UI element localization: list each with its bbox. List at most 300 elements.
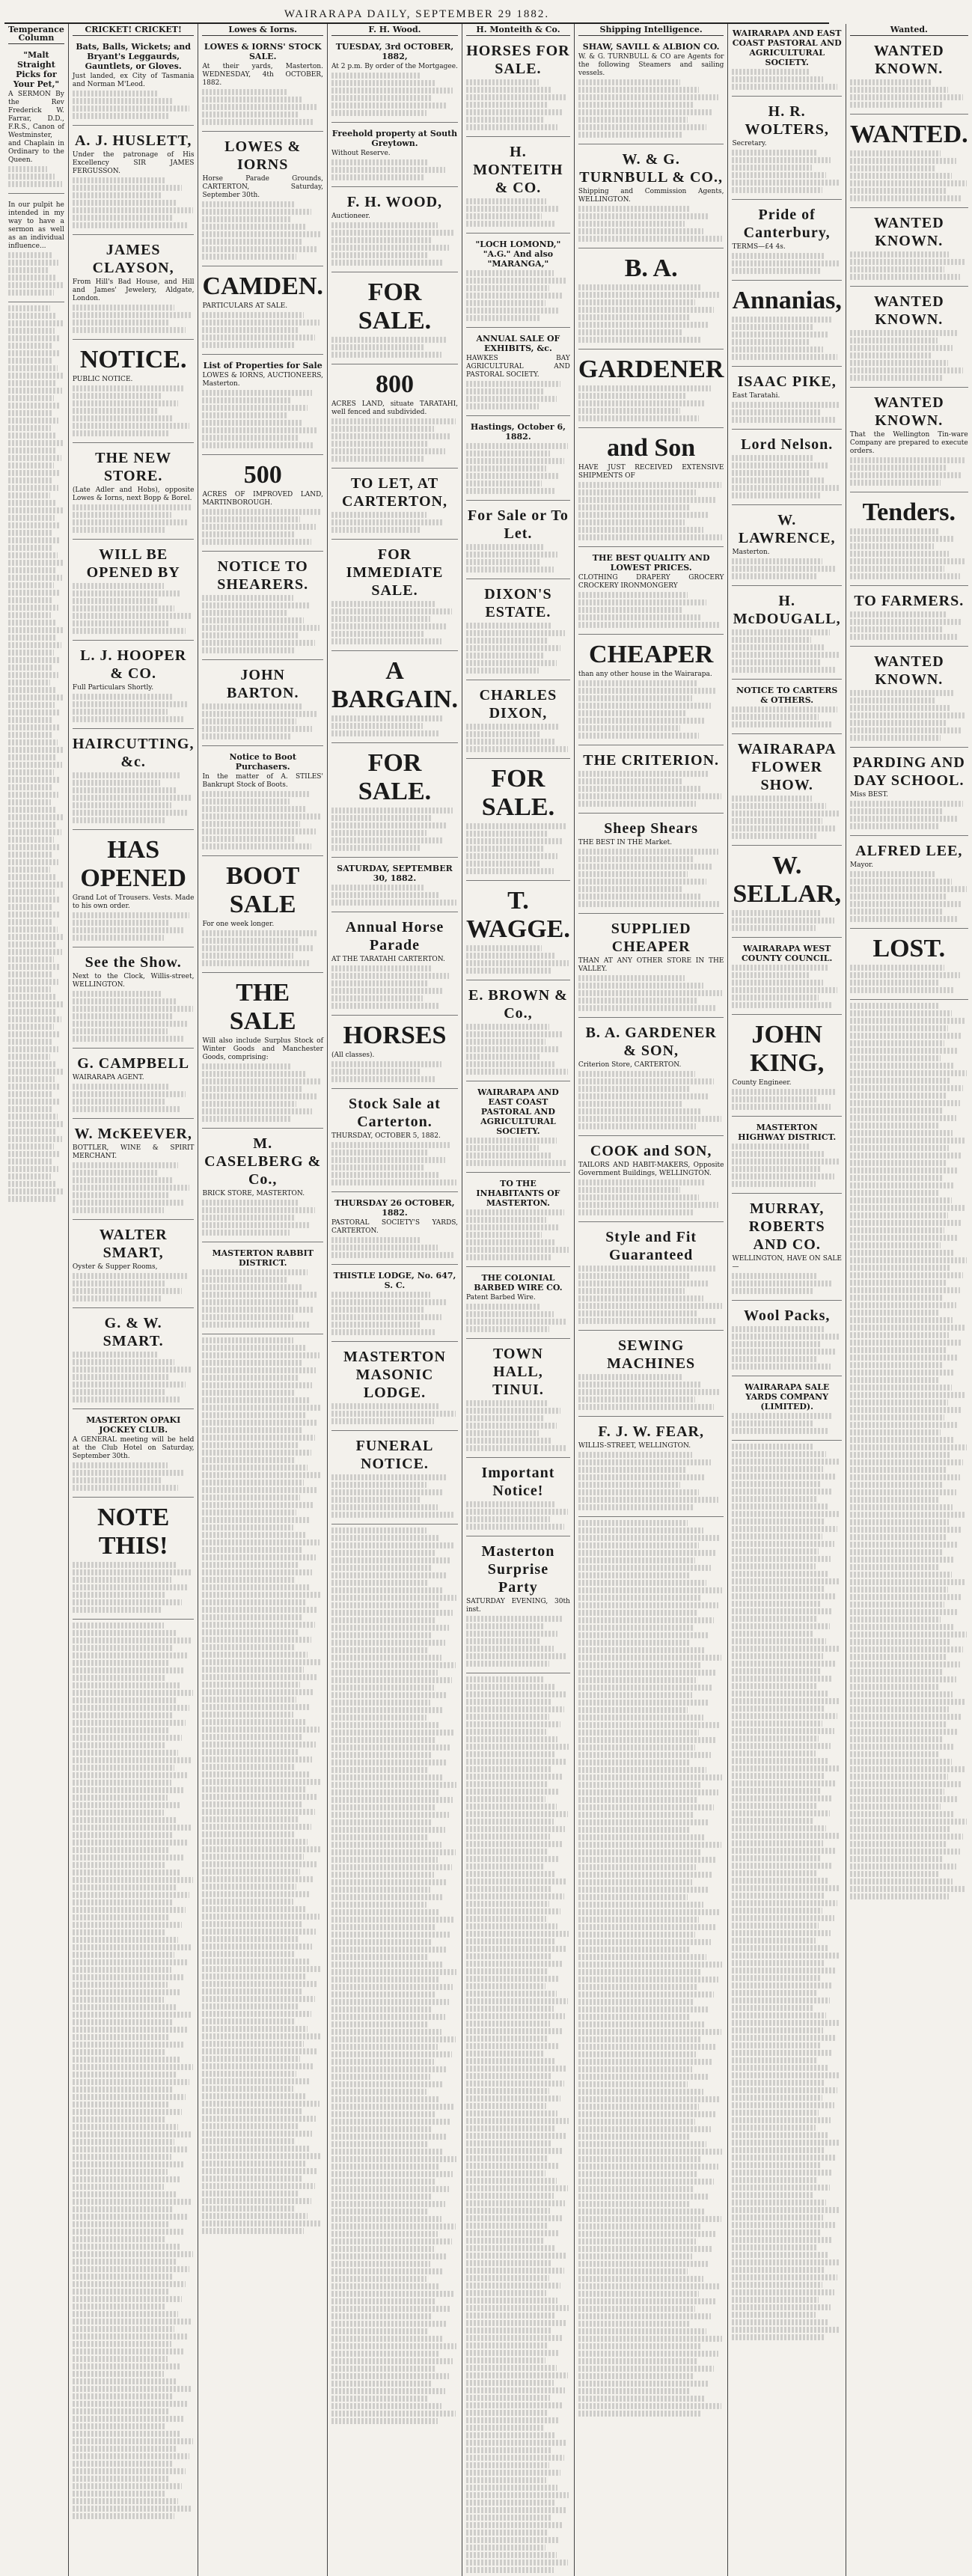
small-print xyxy=(202,1200,323,1236)
ad-title: TUESDAY, 3rd OCTOBER, 1882, xyxy=(335,42,454,61)
ad-title: WAIRARAPA AND EAST COAST PASTORAL AND AGRICULTURAL SOCIETY. xyxy=(732,28,842,67)
ad-body: Without Reserve. xyxy=(331,150,391,157)
ad-title: G. CAMPBELL xyxy=(77,1055,190,1072)
small-print xyxy=(202,201,323,260)
small-print xyxy=(202,1063,323,1122)
advertisement xyxy=(732,589,841,680)
small-print xyxy=(578,1179,724,1215)
small-print xyxy=(8,166,64,187)
advertisement xyxy=(732,683,841,734)
advertisement xyxy=(850,751,968,836)
advertisement xyxy=(732,941,841,1015)
advertisement xyxy=(202,135,323,266)
ad-body: Oyster & Supper Rooms, xyxy=(72,1263,158,1271)
small-print xyxy=(73,1162,195,1213)
advertisement xyxy=(850,117,968,208)
ad-title: L. J. HOOPER & CO. xyxy=(80,647,187,682)
ad-title: THE COLONIAL BARBED WIRE CO. xyxy=(474,1273,563,1292)
column-heading: Wanted. xyxy=(850,25,968,36)
column-7 xyxy=(728,24,846,2576)
small-print xyxy=(732,706,841,727)
ad-title: HAS OPENED xyxy=(80,836,186,892)
advertisement xyxy=(578,638,724,745)
small-print xyxy=(732,253,841,274)
small-print xyxy=(578,1071,724,1129)
ad-title: Freehold property at South Greytown. xyxy=(331,129,458,148)
ad-title: W. SELLAR, xyxy=(733,852,841,908)
small-print xyxy=(466,270,570,321)
ad-body: Secretary. xyxy=(732,140,767,147)
ad-body: LOWES & IORNS, AUCTIONEERS, Masterton. xyxy=(202,372,323,388)
advertisement xyxy=(331,746,458,858)
ad-title: Masterton Surprise Party xyxy=(481,1543,555,1596)
advertisement xyxy=(202,1245,323,1334)
advertisement xyxy=(331,1345,458,1431)
small-print xyxy=(578,771,724,807)
ad-body: (All classes). xyxy=(331,1052,375,1059)
small-print xyxy=(466,724,570,752)
advertisement xyxy=(466,884,570,980)
small-print xyxy=(202,312,323,348)
ad-title: WAIRARAPA FLOWER SHOW. xyxy=(737,741,837,793)
ad-body: THE BEST IN THE Market. xyxy=(578,839,673,846)
small-print xyxy=(732,150,841,193)
advertisement xyxy=(73,644,195,729)
ad-title: 500 xyxy=(243,461,282,489)
advertisement xyxy=(578,39,724,144)
advertisement xyxy=(73,543,195,641)
small-print xyxy=(202,930,323,966)
small-print xyxy=(331,1474,458,1518)
ad-title: "LOCH LOMOND," "A.G." And also "MARANGA," xyxy=(475,239,561,269)
ad-title: COOK and SON, xyxy=(590,1143,712,1159)
ad-body: (Late Adler and Hobs), opposite Lowes & Iorns, next Bopp & Borel. xyxy=(72,486,195,502)
advertisement xyxy=(331,915,458,1016)
small-print xyxy=(466,1304,570,1332)
ad-body: W. & G. TURNBULL & CO are Agents for the following Steamers and sailing vessels. xyxy=(578,53,724,77)
ad-body: For one week longer. xyxy=(202,921,275,928)
small-print xyxy=(202,595,323,653)
ad-title: FOR SALE. xyxy=(358,749,432,805)
small-print xyxy=(331,1527,458,2424)
small-print xyxy=(850,611,968,640)
small-print xyxy=(732,965,841,1008)
ad-body: From Hill's Bad House, and Hill and James' Jewelery, Aldgate, London. xyxy=(72,278,195,302)
small-print xyxy=(466,1024,570,1075)
ad-title: ANNUAL SALE OF EXHIBITS, &c. xyxy=(476,334,560,353)
small-print xyxy=(8,305,64,1202)
small-print xyxy=(73,1273,195,1301)
small-print xyxy=(732,1273,841,1294)
advertisement xyxy=(466,1084,570,1173)
advertisement xyxy=(73,732,195,830)
advertisement xyxy=(73,39,195,126)
small-print xyxy=(73,991,195,1042)
ad-title: LOST. xyxy=(872,935,946,962)
ad-body: AT THE TARATAHI CARTERTON. xyxy=(331,956,445,963)
ad-body: ACRES LAND, situate TARATAHI, well fenced and subdivided. xyxy=(331,400,458,416)
advertisement xyxy=(202,555,323,660)
small-print xyxy=(732,1326,841,1370)
ad-body: A GENERAL meeting will be held at the Club Hotel on Saturday, September 30th. xyxy=(72,1436,195,1460)
ad-title: W. & G. TURNBULL & CO., xyxy=(579,151,723,186)
advertisement xyxy=(578,251,724,350)
ad-title: MASTERTON RABBIT DISTRICT. xyxy=(212,1248,314,1268)
small-print xyxy=(331,1292,458,1335)
ad-body: Next to the Clock, Willis-street, WELLINGTON. xyxy=(72,973,195,989)
advertisement xyxy=(466,1461,570,1536)
advertisement xyxy=(466,1270,570,1339)
small-print xyxy=(73,177,195,228)
advertisement xyxy=(732,737,841,846)
ad-title: Hastings, October 6, 1882. xyxy=(470,422,566,442)
advertisement xyxy=(850,290,968,388)
ad-title: HORSES xyxy=(343,1022,447,1049)
ad-body: WELLINGTON, HAVE ON SALE— xyxy=(732,1255,842,1271)
ad-title: Tenders. xyxy=(862,498,956,526)
ad-title: SHAW, SAVILL & ALBION CO. xyxy=(582,42,720,52)
advertisement xyxy=(732,508,841,586)
ad-title: TO FARMERS. xyxy=(854,593,965,609)
ad-body: THAN AT ANY OTHER STORE IN THE VALLEY. xyxy=(578,957,724,973)
small-print xyxy=(578,680,724,739)
small-print xyxy=(578,1266,724,1324)
advertisement xyxy=(202,859,323,973)
column-4 xyxy=(328,24,462,2576)
small-print xyxy=(578,975,724,1011)
small-print xyxy=(578,1520,724,2417)
ad-title: TOWN HALL, TINUI. xyxy=(492,1346,544,1398)
ad-body: WAIRARAPA AGENT. xyxy=(72,1074,144,1081)
advertisement xyxy=(73,238,195,340)
column-heading: Temperance Column xyxy=(8,25,64,43)
advertisement xyxy=(732,100,841,200)
small-print xyxy=(202,509,323,545)
ad-body: At their yards, Masterton. WEDNESDAY, 4th OCTOBER, 1882. xyxy=(202,63,323,87)
small-print xyxy=(331,1142,458,1185)
advertisement xyxy=(850,589,968,647)
ad-title: W. LAWRENCE, xyxy=(738,512,836,546)
advertisement xyxy=(466,1176,570,1267)
small-print xyxy=(466,443,570,494)
ad-title: NOTICE TO SHEARERS. xyxy=(217,558,309,593)
ad-body: PASTORAL SOCIETY'S YARDS, CARTERTON. xyxy=(331,1219,458,1235)
advertisement xyxy=(732,1197,841,1301)
advertisement xyxy=(732,25,841,97)
ad-title: A. J. HUSLETT, xyxy=(74,132,192,149)
small-print xyxy=(850,150,968,201)
ad-title: MASTERTON MASONIC LODGE. xyxy=(343,1349,446,1401)
small-print xyxy=(73,772,195,823)
small-print xyxy=(732,69,841,90)
small-print xyxy=(466,1616,570,1667)
ad-body: WILLIS-STREET, WELLINGTON. xyxy=(578,1442,691,1450)
advertisement xyxy=(578,1225,724,1331)
column-5 xyxy=(462,24,575,2576)
advertisement xyxy=(73,129,195,235)
advertisement xyxy=(466,39,570,137)
ad-title: CHEAPER xyxy=(589,641,714,668)
ad-title: MASTERTON OPAKI JOCKEY CLUB. xyxy=(86,1415,181,1435)
advertisement xyxy=(331,543,458,651)
ad-body: Will also include Surplus Stock of Winter Goods and Manchester Goods, comprising: xyxy=(202,1037,323,1061)
ad-body: Full Particulars Shortly. xyxy=(72,684,154,692)
small-print xyxy=(850,801,968,829)
small-print xyxy=(466,1676,570,2573)
advertisement xyxy=(331,1019,458,1089)
ad-title: WAIRARAPA WEST COUNTY COUNCIL. xyxy=(742,944,833,963)
ad-body: Mayor. xyxy=(849,861,874,869)
small-print xyxy=(331,1403,458,1424)
small-print xyxy=(466,1138,570,1166)
small-print xyxy=(73,694,195,722)
advertisement xyxy=(850,211,968,287)
ad-body: SATURDAY EVENING, 30th inst. xyxy=(466,1598,570,1614)
ad-title: GARDENER xyxy=(578,355,724,383)
ad-title: H. MONTEITH & CO. xyxy=(473,144,563,196)
ad-title: CAMDEN. xyxy=(202,272,323,300)
ad-title: THE SALE xyxy=(229,979,296,1035)
ad-title: WAIRARAPA AND EAST COAST PASTORAL AND AGRICULTURAL SOCIETY. xyxy=(477,1087,559,1136)
ad-title: NOTICE. xyxy=(79,346,187,373)
ad-body: HAWKES BAY AGRICULTURAL AND PASTORAL SOCIETY. xyxy=(466,355,570,379)
advertisement xyxy=(331,1268,458,1342)
small-print xyxy=(73,912,195,941)
ad-body: BRICK STORE, MASTERTON. xyxy=(202,1190,305,1197)
advertisement xyxy=(331,861,458,912)
small-print xyxy=(331,965,458,1009)
ad-title: Notice to Boot Purchasers. xyxy=(229,752,296,772)
ad-body: TAILORS AND HABIT-MAKERS, Opposite Government Buildings, WELLINGTON. xyxy=(578,1162,724,1177)
advertisement xyxy=(331,190,458,272)
advertisement xyxy=(732,849,841,938)
small-print xyxy=(732,629,841,673)
advertisement xyxy=(202,269,323,355)
ad-body: Under the patronage of His Excellency SIR JAMES FERGUSSON. xyxy=(72,151,195,175)
small-print xyxy=(578,385,724,421)
advertisement xyxy=(73,1122,195,1220)
advertisement xyxy=(578,147,724,248)
ad-title: T. WAGGE. xyxy=(466,887,570,943)
advertisement xyxy=(578,550,724,635)
small-print xyxy=(8,252,64,296)
ad-title: G. & W. SMART. xyxy=(103,1315,164,1349)
small-print xyxy=(73,583,195,634)
ad-body: BOTTLER, WINE & SPIRIT MERCHANT. xyxy=(72,1144,195,1160)
ad-title: Sheep Shears xyxy=(604,820,699,837)
ad-title: See the Show. xyxy=(85,954,182,971)
ad-title: FOR SALE. xyxy=(481,765,555,821)
ad-title: H. R. WOLTERS, xyxy=(745,103,829,138)
column-heading: Shipping Intelligence. xyxy=(578,25,724,36)
small-print xyxy=(73,1352,195,1403)
small-print xyxy=(578,79,724,138)
advertisement xyxy=(73,1311,195,1409)
advertisement xyxy=(732,433,841,505)
advertisement xyxy=(578,1334,724,1417)
ad-title: HORSES FOR SALE. xyxy=(466,43,570,77)
small-print xyxy=(578,1452,724,1510)
advertisement xyxy=(73,343,195,443)
small-print xyxy=(202,390,323,448)
small-print xyxy=(850,965,968,993)
small-print xyxy=(73,1084,195,1112)
ad-title: WALTER SMART, xyxy=(99,1227,168,1261)
ad-body: Grand Lot of Trousers. Vests. Made to his own order. xyxy=(72,894,195,910)
ad-title: Important Notice! xyxy=(481,1465,555,1499)
ad-title: Style and Fit Guaranteed xyxy=(605,1229,697,1263)
small-print xyxy=(331,885,458,906)
advertisement xyxy=(732,284,841,367)
small-print xyxy=(578,482,724,540)
small-print xyxy=(732,910,841,931)
advertisement xyxy=(466,140,570,234)
column-heading: Lowes & Iorns. xyxy=(202,25,323,36)
small-print xyxy=(732,1413,841,1434)
ad-body: PUBLIC NOTICE. xyxy=(72,376,133,383)
small-print xyxy=(331,715,458,736)
advertisement xyxy=(578,1420,724,1517)
small-print xyxy=(202,1337,323,2234)
ad-body: Masterton. xyxy=(732,549,770,556)
ad-title: F. H. WOOD, xyxy=(346,194,443,210)
advertisement xyxy=(73,1052,195,1119)
advertisement xyxy=(850,39,968,115)
advertisement xyxy=(732,1018,841,1117)
small-print xyxy=(466,1400,570,1451)
ad-title: CHARLES DIXON, xyxy=(479,687,557,721)
ad-title: M. CASELBERG & Co., xyxy=(204,1135,322,1188)
small-print xyxy=(850,79,968,108)
small-print xyxy=(331,1061,458,1082)
advertisement xyxy=(202,1132,323,1242)
small-print xyxy=(466,1209,570,1260)
advertisement xyxy=(578,1021,724,1136)
advertisement xyxy=(466,582,570,680)
small-print xyxy=(850,1003,968,1899)
ad-title: SEWING MACHINES xyxy=(607,1337,696,1372)
column-3 xyxy=(198,24,327,2576)
advertisement xyxy=(466,236,570,328)
ad-body: Miss BEST. xyxy=(849,791,888,799)
ad-title: TO LET, AT CARTERTON, xyxy=(341,475,447,510)
ad-body: At 2 p.m. By order of the Mortgagee. xyxy=(331,63,458,70)
advertisement xyxy=(466,983,570,1081)
small-print xyxy=(578,1374,724,1410)
ad-title: LOWES & IORNS xyxy=(224,138,302,173)
ad-body: CLOTHING DRAPERY GROCERY CROCKERY IRONMONGERY xyxy=(578,574,724,590)
advertisement xyxy=(331,1195,458,1265)
column-heading: CRICKET! CRICKET! xyxy=(73,25,195,36)
column-8 xyxy=(846,24,972,2576)
advertisement xyxy=(202,358,323,455)
masthead: WAIRARAPA DAILY, SEPTEMBER 29 1882. xyxy=(4,6,829,24)
ad-title: Pride of Canterbury, xyxy=(743,207,831,241)
advertisement xyxy=(466,419,570,501)
ad-body: Patent Barbed Wire. xyxy=(466,1294,536,1301)
ad-title: Lord Nelson. xyxy=(741,436,834,453)
ad-body: County Engineer. xyxy=(732,1079,792,1087)
small-print xyxy=(331,418,458,462)
small-print xyxy=(850,330,968,381)
ad-title: FOR IMMEDIATE SALE. xyxy=(346,546,444,599)
small-print xyxy=(73,385,195,436)
ad-title: WANTED KNOWN. xyxy=(873,653,944,688)
small-print xyxy=(732,1144,841,1187)
ad-title: MASTERTON HIGHWAY DISTRICT. xyxy=(738,1123,837,1142)
advertisement xyxy=(202,976,323,1129)
ad-body: In our pulpit he intended in my way to have a sermon as well as an individual influence... xyxy=(8,201,64,250)
small-print xyxy=(732,317,841,360)
advertisement xyxy=(73,1501,195,1620)
advertisement xyxy=(578,917,724,1018)
ad-title: FOR SALE. xyxy=(358,278,432,335)
advertisement xyxy=(850,495,968,586)
small-print xyxy=(73,1562,195,1613)
ad-title: H. McDOUGALL, xyxy=(733,593,841,627)
advertisement xyxy=(578,817,724,914)
advertisement xyxy=(202,663,323,746)
advertisement xyxy=(331,654,458,743)
small-print xyxy=(850,871,968,922)
advertisement xyxy=(850,932,968,1000)
ad-title: WANTED. xyxy=(849,120,968,148)
ad-title: NOTE THIS! xyxy=(97,1504,170,1560)
advertisement xyxy=(732,1304,841,1376)
ad-title: ISAAC PIKE, xyxy=(737,373,837,390)
advertisement xyxy=(466,1539,570,1673)
ad-title: JOHN BARTON. xyxy=(226,667,299,701)
ad-title: A BARGAIN. xyxy=(331,657,459,713)
small-print xyxy=(202,1269,323,1328)
advertisement xyxy=(202,39,323,132)
small-print xyxy=(331,159,458,180)
ad-title: MURRAY, ROBERTS AND CO. xyxy=(748,1200,825,1253)
ad-title: WANTED KNOWN. xyxy=(873,293,944,328)
ad-title: WANTED KNOWN. xyxy=(873,43,944,77)
ad-body: Criterion Store, CARTERTON. xyxy=(578,1061,682,1069)
ad-title: Annanias, xyxy=(732,287,842,314)
advertisement xyxy=(8,47,64,194)
column-heading: F. H. Wood. xyxy=(331,25,458,36)
small-print xyxy=(202,791,323,849)
ad-title: LOWES & IORNS' STOCK SALE. xyxy=(204,42,322,61)
ad-body: A SERMON By the Rev Frederick W. Farrar, D.D., F.R.S., Canon of Westminster, and Chaplain in Ordinary to the Queen. xyxy=(8,91,64,164)
advertisement xyxy=(73,833,195,947)
ad-title: PARDING AND DAY SCHOOL. xyxy=(852,754,965,789)
small-print xyxy=(578,206,724,242)
small-print xyxy=(850,528,968,579)
ad-title: JAMES CLAYSON, xyxy=(92,242,174,276)
advertisement xyxy=(466,1342,570,1458)
small-print xyxy=(331,73,458,116)
advertisement xyxy=(578,1139,724,1222)
small-print xyxy=(73,1623,195,2519)
ad-title: THE NEW STORE. xyxy=(95,450,172,484)
ad-title: DIXON'S ESTATE. xyxy=(484,586,552,620)
advertisement xyxy=(466,683,570,759)
ad-title: List of Properties for Sale xyxy=(203,361,323,370)
small-print xyxy=(202,89,323,125)
ad-title: B. A. GARDENER & SON, xyxy=(585,1025,717,1059)
small-print xyxy=(331,337,458,358)
advertisement xyxy=(73,446,195,540)
ad-title: HAIRCUTTING, &c. xyxy=(72,736,195,770)
small-print xyxy=(466,79,570,130)
small-print xyxy=(578,849,724,907)
small-print xyxy=(202,703,323,739)
advertisement xyxy=(202,749,323,856)
